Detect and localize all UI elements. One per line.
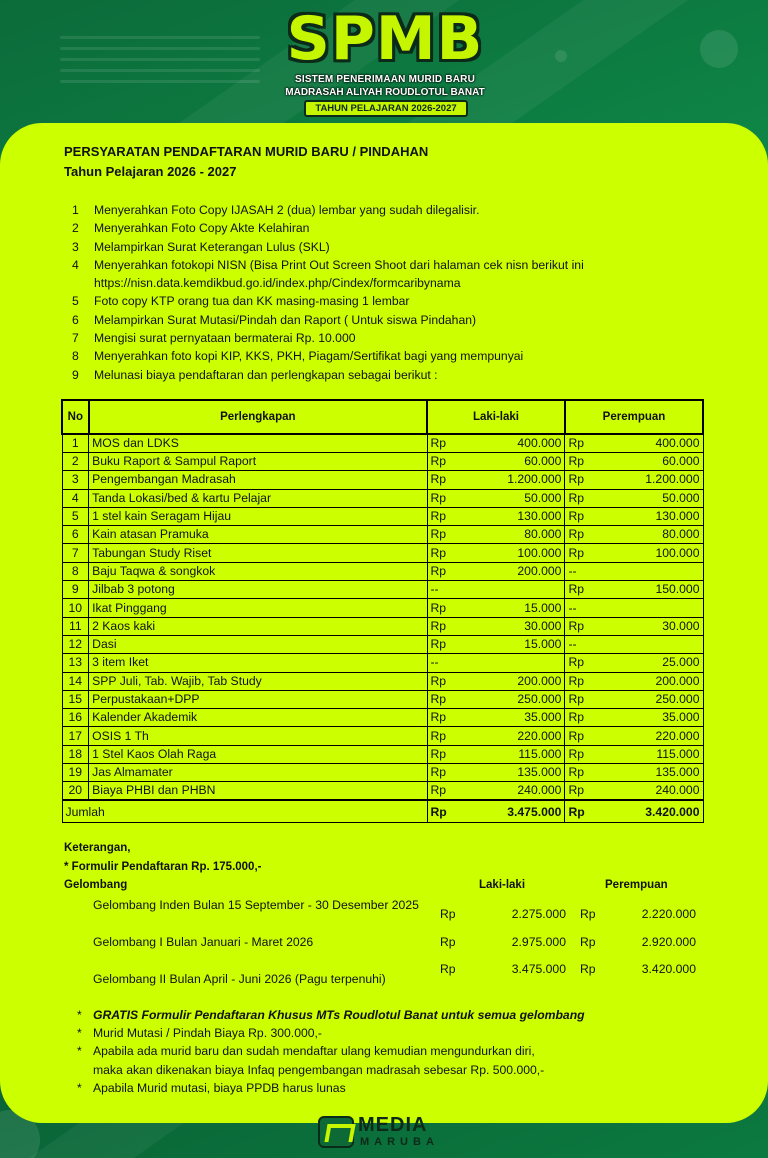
bullet-star: * bbox=[77, 1080, 82, 1095]
row-female-currency: Rp bbox=[565, 544, 601, 562]
row-female-amount bbox=[600, 635, 703, 653]
row-male-amount: 15.000 bbox=[463, 635, 565, 653]
row-female-currency: Rp bbox=[565, 782, 601, 801]
row-number: 10 bbox=[62, 599, 89, 617]
table-row bbox=[62, 690, 703, 708]
row-female-currency: Rp bbox=[565, 727, 601, 745]
row-female-amount: 220.000 bbox=[600, 727, 703, 745]
table-row bbox=[62, 782, 703, 801]
header bbox=[0, 4, 768, 122]
row-male-amount: 100.000 bbox=[463, 544, 565, 562]
requirement-text: Foto copy KTP orang tua dan KK masing-masing 1 lembar bbox=[94, 294, 410, 309]
document-subtitle: Tahun Pelajaran 2026 - 2027 bbox=[64, 164, 237, 179]
row-item: Perpustakaan+DPP bbox=[89, 690, 427, 708]
row-male-amount: 400.000 bbox=[463, 434, 565, 453]
row-number: 16 bbox=[62, 709, 89, 727]
requirement-text: Melunasi biaya pendaftaran dan perlengkapan sebagai berikut : bbox=[94, 367, 438, 382]
row-male-currency: Rp bbox=[427, 453, 463, 471]
total-male-currency: Rp bbox=[427, 800, 463, 822]
row-male-amount: 115.000 bbox=[463, 745, 565, 763]
wave-label: Gelombang I Bulan Januari - Maret 2026 bbox=[93, 935, 314, 949]
requirements-list bbox=[64, 201, 704, 384]
row-male-currency: Rp bbox=[427, 764, 463, 782]
requirement-number: 9 bbox=[72, 367, 79, 382]
row-item: Dasi bbox=[89, 635, 427, 653]
fee-total-row bbox=[62, 800, 703, 822]
row-item: SPP Juli, Tab. Wajib, Tab Study bbox=[89, 672, 427, 690]
row-male-currency: Rp bbox=[427, 562, 463, 580]
row-item: 1 Stel Kaos Olah Raga bbox=[89, 745, 427, 763]
table-row bbox=[62, 471, 703, 489]
waves-header-male: Laki-laki bbox=[479, 879, 526, 891]
table-row bbox=[62, 709, 703, 727]
row-number: 6 bbox=[62, 526, 89, 544]
notes-title: Keterangan, bbox=[64, 842, 131, 854]
row-male-currency: Rp bbox=[427, 727, 463, 745]
document-title: PERSYARATAN PENDAFTARAN MURID BARU / PINDAHAN bbox=[64, 144, 429, 159]
row-number: 15 bbox=[62, 690, 89, 708]
requirement-item bbox=[64, 256, 704, 293]
requirement-item bbox=[64, 201, 704, 219]
row-male-amount: 240.000 bbox=[463, 782, 565, 801]
row-male-currency: Rp bbox=[427, 709, 463, 727]
row-item: Kalender Akademik bbox=[89, 709, 427, 727]
bullet-text: Murid Mutasi / Pindah Biaya Rp. 300.000,- bbox=[93, 1026, 322, 1041]
row-female-amount: 80.000 bbox=[600, 526, 703, 544]
row-number: 20 bbox=[62, 782, 89, 801]
row-female-amount: 25.000 bbox=[600, 654, 703, 672]
bullet-star: * bbox=[77, 1044, 82, 1059]
requirement-number: 2 bbox=[72, 221, 79, 236]
table-row bbox=[62, 635, 703, 653]
row-female-currency: Rp bbox=[565, 453, 601, 471]
wave-male-amount: 3.475.000 bbox=[511, 962, 566, 976]
wave-female-amount: 3.420.000 bbox=[641, 962, 696, 976]
requirement-item bbox=[64, 238, 704, 256]
row-female-currency: -- bbox=[565, 599, 601, 617]
row-number: 9 bbox=[62, 581, 89, 599]
wave-female-currency: Rp bbox=[580, 907, 596, 921]
requirement-number: 4 bbox=[72, 257, 79, 272]
total-label: Jumlah bbox=[62, 800, 427, 822]
requirement-item bbox=[64, 329, 704, 347]
note-bullet bbox=[77, 1042, 637, 1078]
requirement-number: 6 bbox=[72, 312, 79, 327]
wave-label: Gelombang II Bulan April - Juni 2026 (Pagu terpenuhi) bbox=[93, 972, 386, 986]
row-male-amount: 130.000 bbox=[463, 507, 565, 525]
row-item: 1 stel kain Seragam Hijau bbox=[89, 507, 427, 525]
row-female-amount bbox=[600, 562, 703, 580]
row-number: 18 bbox=[62, 745, 89, 763]
row-male-currency: Rp bbox=[427, 489, 463, 507]
row-number: 13 bbox=[62, 654, 89, 672]
spmb-logo: SPMB bbox=[286, 4, 484, 74]
row-female-currency: -- bbox=[565, 635, 601, 653]
row-female-currency: -- bbox=[565, 562, 601, 580]
row-female-currency: Rp bbox=[565, 526, 601, 544]
header-subtitle-1: SISTEM PENERIMAAN MURID BARU bbox=[294, 74, 476, 85]
brand-name-1: MEDIA bbox=[358, 1114, 428, 1136]
header-female: Perempuan bbox=[565, 400, 703, 434]
header-item: Perlengkapan bbox=[89, 400, 427, 434]
fee-table-header bbox=[62, 400, 703, 434]
row-female-currency: Rp bbox=[565, 507, 601, 525]
row-item: Biaya PHBI dan PHBN bbox=[89, 782, 427, 801]
requirement-number: 1 bbox=[72, 203, 79, 217]
requirement-item bbox=[64, 366, 704, 384]
year-badge: TAHUN PELAJARAN 2026-2027 bbox=[304, 100, 468, 117]
row-female-amount: 150.000 bbox=[600, 581, 703, 599]
row-item: Kain atasan Pramuka bbox=[89, 526, 427, 544]
row-male-currency: Rp bbox=[427, 434, 463, 453]
row-female-amount: 240.000 bbox=[600, 782, 703, 801]
media-maruba-logo bbox=[316, 1112, 456, 1152]
wave-label: Gelombang Inden Bulan 15 September - 30 Desember 2025 bbox=[93, 898, 419, 912]
row-female-currency: Rp bbox=[565, 690, 601, 708]
row-female-amount: 115.000 bbox=[600, 745, 703, 763]
row-male-amount: 135.000 bbox=[463, 764, 565, 782]
requirement-text: Menyerahkan Foto Copy IJASAH 2 (dua) lembar yang sudah dilegalisir. bbox=[94, 203, 480, 217]
table-row bbox=[62, 727, 703, 745]
row-female-currency: Rp bbox=[565, 764, 601, 782]
row-female-currency: Rp bbox=[565, 434, 601, 453]
table-row bbox=[62, 764, 703, 782]
row-male-currency: Rp bbox=[427, 471, 463, 489]
wave-female-currency: Rp bbox=[580, 962, 596, 976]
requirement-link: https://nisn.data.kemdikbud.go.id/index.php/Cindex/formcaribynama bbox=[94, 276, 461, 291]
row-number: 17 bbox=[62, 727, 89, 745]
row-item: Baju Taqwa & songkok bbox=[89, 562, 427, 580]
note-bullet bbox=[77, 1079, 637, 1097]
row-male-currency: -- bbox=[427, 581, 463, 599]
row-female-currency: Rp bbox=[565, 489, 601, 507]
total-female-currency: Rp bbox=[565, 800, 601, 822]
row-item: 3 item Iket bbox=[89, 654, 427, 672]
table-row bbox=[62, 672, 703, 690]
row-male-amount bbox=[463, 654, 565, 672]
table-row bbox=[62, 526, 703, 544]
row-female-amount: 130.000 bbox=[600, 507, 703, 525]
table-row bbox=[62, 654, 703, 672]
row-female-currency: Rp bbox=[565, 709, 601, 727]
requirement-item bbox=[64, 347, 704, 365]
notes-bullets bbox=[77, 1006, 637, 1097]
row-item: Jilbab 3 potong bbox=[89, 581, 427, 599]
row-male-currency: -- bbox=[427, 654, 463, 672]
requirement-item bbox=[64, 292, 704, 310]
requirement-item bbox=[64, 219, 704, 237]
requirement-number: 8 bbox=[72, 349, 79, 364]
row-male-currency: Rp bbox=[427, 690, 463, 708]
row-male-currency: Rp bbox=[427, 635, 463, 653]
row-female-currency: Rp bbox=[565, 581, 601, 599]
total-male-amount: 3.475.000 bbox=[463, 800, 565, 822]
row-number: 4 bbox=[62, 489, 89, 507]
row-number: 7 bbox=[62, 544, 89, 562]
requirement-text: Melampirkan Surat Mutasi/Pindah dan Raport ( Untuk siswa Pindahan) bbox=[94, 312, 477, 327]
fee-table bbox=[61, 399, 704, 823]
requirement-text: Mengisi surat pernyataan bermaterai Rp. 10.000 bbox=[94, 331, 356, 346]
row-female-currency: Rp bbox=[565, 471, 601, 489]
row-male-currency: Rp bbox=[427, 507, 463, 525]
bullet-text: Apabila ada murid baru dan sudah mendaftar ulang kemudian mengundurkan diri, maka akan dikenakan biaya Infaq pengembangan madrasah sebesar Rp. 500.000,- bbox=[93, 1044, 545, 1077]
row-male-amount: 50.000 bbox=[463, 489, 565, 507]
table-row bbox=[62, 745, 703, 763]
row-number: 2 bbox=[62, 453, 89, 471]
bullet-star: * bbox=[77, 1026, 82, 1041]
maruba-logo-icon bbox=[318, 1116, 354, 1148]
wave-male-currency: Rp bbox=[440, 935, 456, 949]
row-item: Tanda Lokasi/bed & kartu Pelajar bbox=[89, 489, 427, 507]
row-item: Jas Almamater bbox=[89, 764, 427, 782]
table-row bbox=[62, 544, 703, 562]
row-item: Pengembangan Madrasah bbox=[89, 471, 427, 489]
header-no: No bbox=[62, 400, 89, 434]
requirement-number: 5 bbox=[72, 294, 79, 309]
table-row bbox=[62, 562, 703, 580]
row-female-amount: 400.000 bbox=[600, 434, 703, 453]
row-male-currency: Rp bbox=[427, 599, 463, 617]
row-male-amount: 60.000 bbox=[463, 453, 565, 471]
row-female-amount: 135.000 bbox=[600, 764, 703, 782]
row-female-currency: Rp bbox=[565, 672, 601, 690]
row-male-currency: Rp bbox=[427, 544, 463, 562]
row-number: 19 bbox=[62, 764, 89, 782]
bullet-star: * bbox=[77, 1008, 82, 1022]
bullet-text: GRATIS Formulir Pendaftaran Khusus MTs Roudlotul Banat untuk semua gelombang bbox=[93, 1008, 585, 1022]
wave-male-currency: Rp bbox=[440, 962, 456, 976]
requirement-number: 7 bbox=[72, 331, 79, 346]
header-subtitle-2: MADRASAH ALIYAH ROUDLOTUL BANAT bbox=[285, 87, 485, 98]
note-bullet bbox=[77, 1024, 637, 1042]
row-male-currency: Rp bbox=[427, 672, 463, 690]
table-row bbox=[62, 453, 703, 471]
row-number: 8 bbox=[62, 562, 89, 580]
table-row bbox=[62, 434, 703, 453]
row-male-currency: Rp bbox=[427, 745, 463, 763]
row-female-amount: 1.200.000 bbox=[600, 471, 703, 489]
row-female-currency: Rp bbox=[565, 654, 601, 672]
row-male-amount: 250.000 bbox=[463, 690, 565, 708]
table-row bbox=[62, 599, 703, 617]
row-female-amount: 50.000 bbox=[600, 489, 703, 507]
table-row bbox=[62, 489, 703, 507]
row-male-amount: 80.000 bbox=[463, 526, 565, 544]
waves-header-label: Gelombang bbox=[64, 879, 128, 891]
row-female-currency: Rp bbox=[565, 617, 601, 635]
total-female-amount: 3.420.000 bbox=[600, 800, 703, 822]
table-row bbox=[62, 581, 703, 599]
row-item: 2 Kaos kaki bbox=[89, 617, 427, 635]
wave-male-amount: 2.275.000 bbox=[511, 907, 566, 921]
row-number: 5 bbox=[62, 507, 89, 525]
row-item: MOS dan LDKS bbox=[89, 434, 427, 453]
header-male: Laki-laki bbox=[427, 400, 565, 434]
row-male-amount: 200.000 bbox=[463, 562, 565, 580]
requirement-text: Menyerahkan Foto Copy Akte Kelahiran bbox=[94, 221, 310, 236]
row-female-amount bbox=[600, 599, 703, 617]
row-male-amount: 220.000 bbox=[463, 727, 565, 745]
row-number: 1 bbox=[62, 434, 89, 453]
row-number: 12 bbox=[62, 635, 89, 653]
row-item: OSIS 1 Th bbox=[89, 727, 427, 745]
row-female-amount: 30.000 bbox=[600, 617, 703, 635]
row-number: 3 bbox=[62, 471, 89, 489]
requirement-text: Menyerahkan fotokopi NISN (Bisa Print Out Screen Shoot dari halaman cek nisn berikut ini https://nisn.data.kemdikbud.go.id/index.php/Cindex/formcaribynama bbox=[94, 257, 584, 291]
row-male-amount: 30.000 bbox=[463, 617, 565, 635]
wave-male-amount: 2.975.000 bbox=[511, 935, 566, 949]
row-male-amount bbox=[463, 581, 565, 599]
requirement-item bbox=[64, 311, 704, 329]
row-male-currency: Rp bbox=[427, 782, 463, 801]
row-male-currency: Rp bbox=[427, 617, 463, 635]
row-male-amount: 15.000 bbox=[463, 599, 565, 617]
table-row bbox=[62, 617, 703, 635]
bullet-text: Apabila Murid mutasi, biaya PPDB harus lunas bbox=[93, 1080, 346, 1095]
formulir-fee: * Formulir Pendaftaran Rp. 175.000,- bbox=[64, 861, 262, 873]
row-female-amount: 35.000 bbox=[600, 709, 703, 727]
wave-female-amount: 2.220.000 bbox=[641, 907, 696, 921]
row-male-amount: 200.000 bbox=[463, 672, 565, 690]
row-male-amount: 1.200.000 bbox=[463, 471, 565, 489]
wave-female-amount: 2.920.000 bbox=[641, 935, 696, 949]
row-female-amount: 100.000 bbox=[600, 544, 703, 562]
row-male-currency: Rp bbox=[427, 526, 463, 544]
row-item: Ikat Pinggang bbox=[89, 599, 427, 617]
row-number: 14 bbox=[62, 672, 89, 690]
requirement-number: 3 bbox=[72, 239, 79, 254]
requirement-text: Melampirkan Surat Keterangan Lulus (SKL) bbox=[94, 239, 330, 254]
row-female-amount: 200.000 bbox=[600, 672, 703, 690]
table-row bbox=[62, 507, 703, 525]
waves-header-female: Perempuan bbox=[605, 879, 668, 891]
row-female-amount: 250.000 bbox=[600, 690, 703, 708]
row-item: Tabungan Study Riset bbox=[89, 544, 427, 562]
brand-name-2: MARUBA bbox=[360, 1136, 439, 1148]
wave-male-currency: Rp bbox=[440, 907, 456, 921]
row-number: 11 bbox=[62, 617, 89, 635]
row-female-currency: Rp bbox=[565, 745, 601, 763]
row-female-amount: 60.000 bbox=[600, 453, 703, 471]
row-male-amount: 35.000 bbox=[463, 709, 565, 727]
note-bullet bbox=[77, 1006, 637, 1024]
requirement-text: Menyerahkan foto kopi KIP, KKS, PKH, Piagam/Sertifikat bagi yang mempunyai bbox=[94, 349, 524, 364]
row-item: Buku Raport & Sampul Raport bbox=[89, 453, 427, 471]
wave-female-currency: Rp bbox=[580, 935, 596, 949]
